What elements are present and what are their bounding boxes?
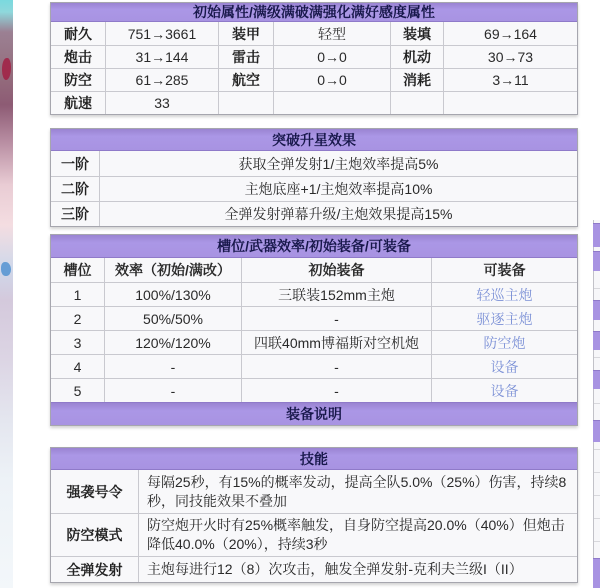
equippable-link[interactable]: 轻巡主炮 xyxy=(431,282,577,306)
equipment-table xyxy=(50,234,578,426)
slot-initial-equip: - xyxy=(241,378,431,402)
slot-efficiency: 50%/50% xyxy=(104,306,241,330)
stats-table xyxy=(50,2,578,115)
slot-number: 5 xyxy=(51,378,104,402)
slot-initial-equip: - xyxy=(241,354,431,378)
slot-efficiency: 120%/120% xyxy=(104,330,241,354)
stat-value-cost: 3→11 xyxy=(443,68,577,91)
stat-value-mobility: 30→73 xyxy=(443,45,577,68)
slot-initial-equip: 三联装152mm主炮 xyxy=(241,282,431,306)
adjacent-table-header-sliver xyxy=(593,370,600,389)
limit-break-effect: 全弹发射弹幕升级/主炮效果提高15% xyxy=(99,201,577,226)
adjacent-table-header-sliver xyxy=(593,223,600,247)
stat-value-speed: 33 xyxy=(105,91,218,114)
adjacent-table-header-sliver xyxy=(593,331,600,350)
slot-initial-equip: - xyxy=(241,306,431,330)
limit-break-title: 突破升星效果 xyxy=(51,129,577,151)
stats-table-title: 初始属性/满级满破满强化满好感度属性 xyxy=(51,3,577,22)
character-art-detail xyxy=(1,262,11,276)
limit-break-stage: 二阶 xyxy=(51,176,99,201)
column-header-equippable: 可装备 xyxy=(431,258,577,282)
stat-label-reload: 装填 xyxy=(390,22,443,45)
stat-value-antiair: 61→285 xyxy=(105,68,218,91)
skill-description: 每隔25秒，有15%的概率发动，提高全队5.0%（25%）伤害，持续8秒，同技能效果不叠加 xyxy=(138,470,577,513)
skill-name: 防空模式 xyxy=(51,513,138,556)
skills-table-title: 技能 xyxy=(51,448,577,470)
equippable-link[interactable]: 设备 xyxy=(431,378,577,402)
equipment-note-bar: 装备说明 xyxy=(51,402,577,425)
slot-number: 3 xyxy=(51,330,104,354)
limit-break-effect: 获取全弹发射1/主炮效率提高5% xyxy=(99,151,577,176)
stat-value-reload: 69→164 xyxy=(443,22,577,45)
adjacent-table-header-sliver xyxy=(593,251,600,271)
slot-efficiency: 100%/130% xyxy=(104,282,241,306)
empty-cell xyxy=(390,91,443,114)
stat-label-speed: 航速 xyxy=(51,91,105,114)
empty-cell xyxy=(218,91,273,114)
empty-cell xyxy=(443,91,577,114)
column-header-slot: 槽位 xyxy=(51,258,104,282)
stat-value-endurance: 751→3661 xyxy=(105,22,218,45)
skill-description: 防空炮开火时有25%概率触发，自身防空提高20.0%（40%）但炮击降低40.0%（20%），持续3秒 xyxy=(138,513,577,556)
stat-label-firepower: 炮击 xyxy=(51,45,105,68)
equippable-link[interactable]: 防空炮 xyxy=(431,330,577,354)
limit-break-effect: 主炮底座+1/主炮效率提高10% xyxy=(99,176,577,201)
equippable-link[interactable]: 设备 xyxy=(431,354,577,378)
slot-efficiency: - xyxy=(104,378,241,402)
slot-number: 2 xyxy=(51,306,104,330)
slot-initial-equip: 四联40mm博福斯对空机炮 xyxy=(241,330,431,354)
character-art-sliver xyxy=(0,0,13,588)
stat-label-antiair: 防空 xyxy=(51,68,105,91)
stat-label-torpedo: 雷击 xyxy=(218,45,273,68)
adjacent-table-header-sliver xyxy=(593,300,600,320)
stat-value-firepower: 31→144 xyxy=(105,45,218,68)
empty-cell xyxy=(273,91,390,114)
stat-value-aviation: 0→0 xyxy=(273,68,390,91)
skill-description: 主炮每进行12（8）次攻击，触发全弹发射-克利夫兰级I（II） xyxy=(138,556,577,582)
adjacent-table-header-sliver xyxy=(593,420,600,442)
equippable-link[interactable]: 驱逐主炮 xyxy=(431,306,577,330)
stat-label-aviation: 航空 xyxy=(218,68,273,91)
slot-number: 1 xyxy=(51,282,104,306)
stat-label-cost: 消耗 xyxy=(390,68,443,91)
stat-value-torpedo: 0→0 xyxy=(273,45,390,68)
column-header-initial-equip: 初始装备 xyxy=(241,258,431,282)
slot-efficiency: - xyxy=(104,354,241,378)
adjacent-table-header-sliver xyxy=(593,558,600,588)
stat-label-armor: 装甲 xyxy=(218,22,273,45)
skill-name: 强袭号令 xyxy=(51,470,138,513)
character-art-detail xyxy=(2,58,11,80)
slot-number: 4 xyxy=(51,354,104,378)
equipment-table-title: 槽位/武器效率/初始装备/可装备 xyxy=(51,235,577,258)
stat-label-mobility: 机动 xyxy=(390,45,443,68)
skill-name: 全弹发射 xyxy=(51,556,138,582)
limit-break-stage: 一阶 xyxy=(51,151,99,176)
adjacent-table-sliver xyxy=(593,220,600,588)
skills-table xyxy=(50,447,578,583)
column-header-efficiency: 效率（初始/满改） xyxy=(104,258,241,282)
stat-label-endurance: 耐久 xyxy=(51,22,105,45)
limit-break-table xyxy=(50,128,578,227)
limit-break-stage: 三阶 xyxy=(51,201,99,226)
stat-value-armor: 轻型 xyxy=(273,22,390,45)
